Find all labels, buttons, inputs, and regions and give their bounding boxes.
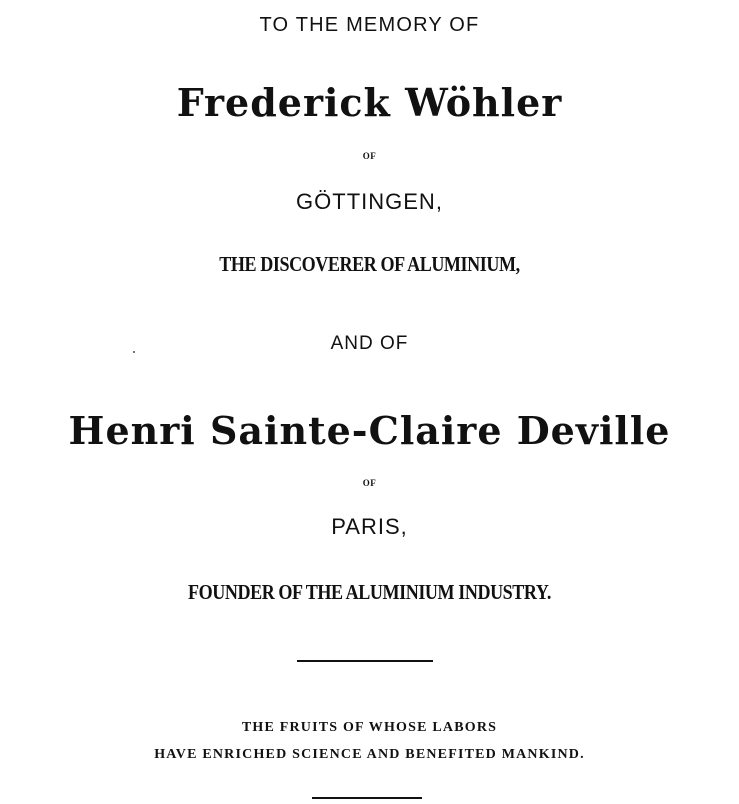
honoree-name-wohler: Frederick Wöhler xyxy=(176,80,563,125)
divider-rule-top xyxy=(297,660,433,662)
epigraph-line-2: HAVE ENRICHED SCIENCE AND BENEFITED MANKIND. xyxy=(154,747,585,762)
honoree-name-deville: Henri Sainte-Claire Deville xyxy=(68,408,671,453)
of-connector-2: OF xyxy=(362,478,377,488)
epigraph-line-1: THE FRUITS OF WHOSE LABORS xyxy=(241,720,498,735)
description-discoverer: THE DISCOVERER OF ALUMINIUM, xyxy=(219,252,520,276)
divider-rule-bottom xyxy=(312,797,422,799)
to-the-memory-of-heading: TO THE MEMORY OF xyxy=(259,14,480,36)
and-of-connector: AND OF xyxy=(330,333,409,354)
city-paris: PARIS, xyxy=(331,514,408,539)
city-gottingen: GÖTTINGEN, xyxy=(296,189,443,214)
of-connector-1: OF xyxy=(362,151,377,161)
description-founder: FOUNDER OF THE ALUMINIUM INDUSTRY. xyxy=(188,580,551,604)
